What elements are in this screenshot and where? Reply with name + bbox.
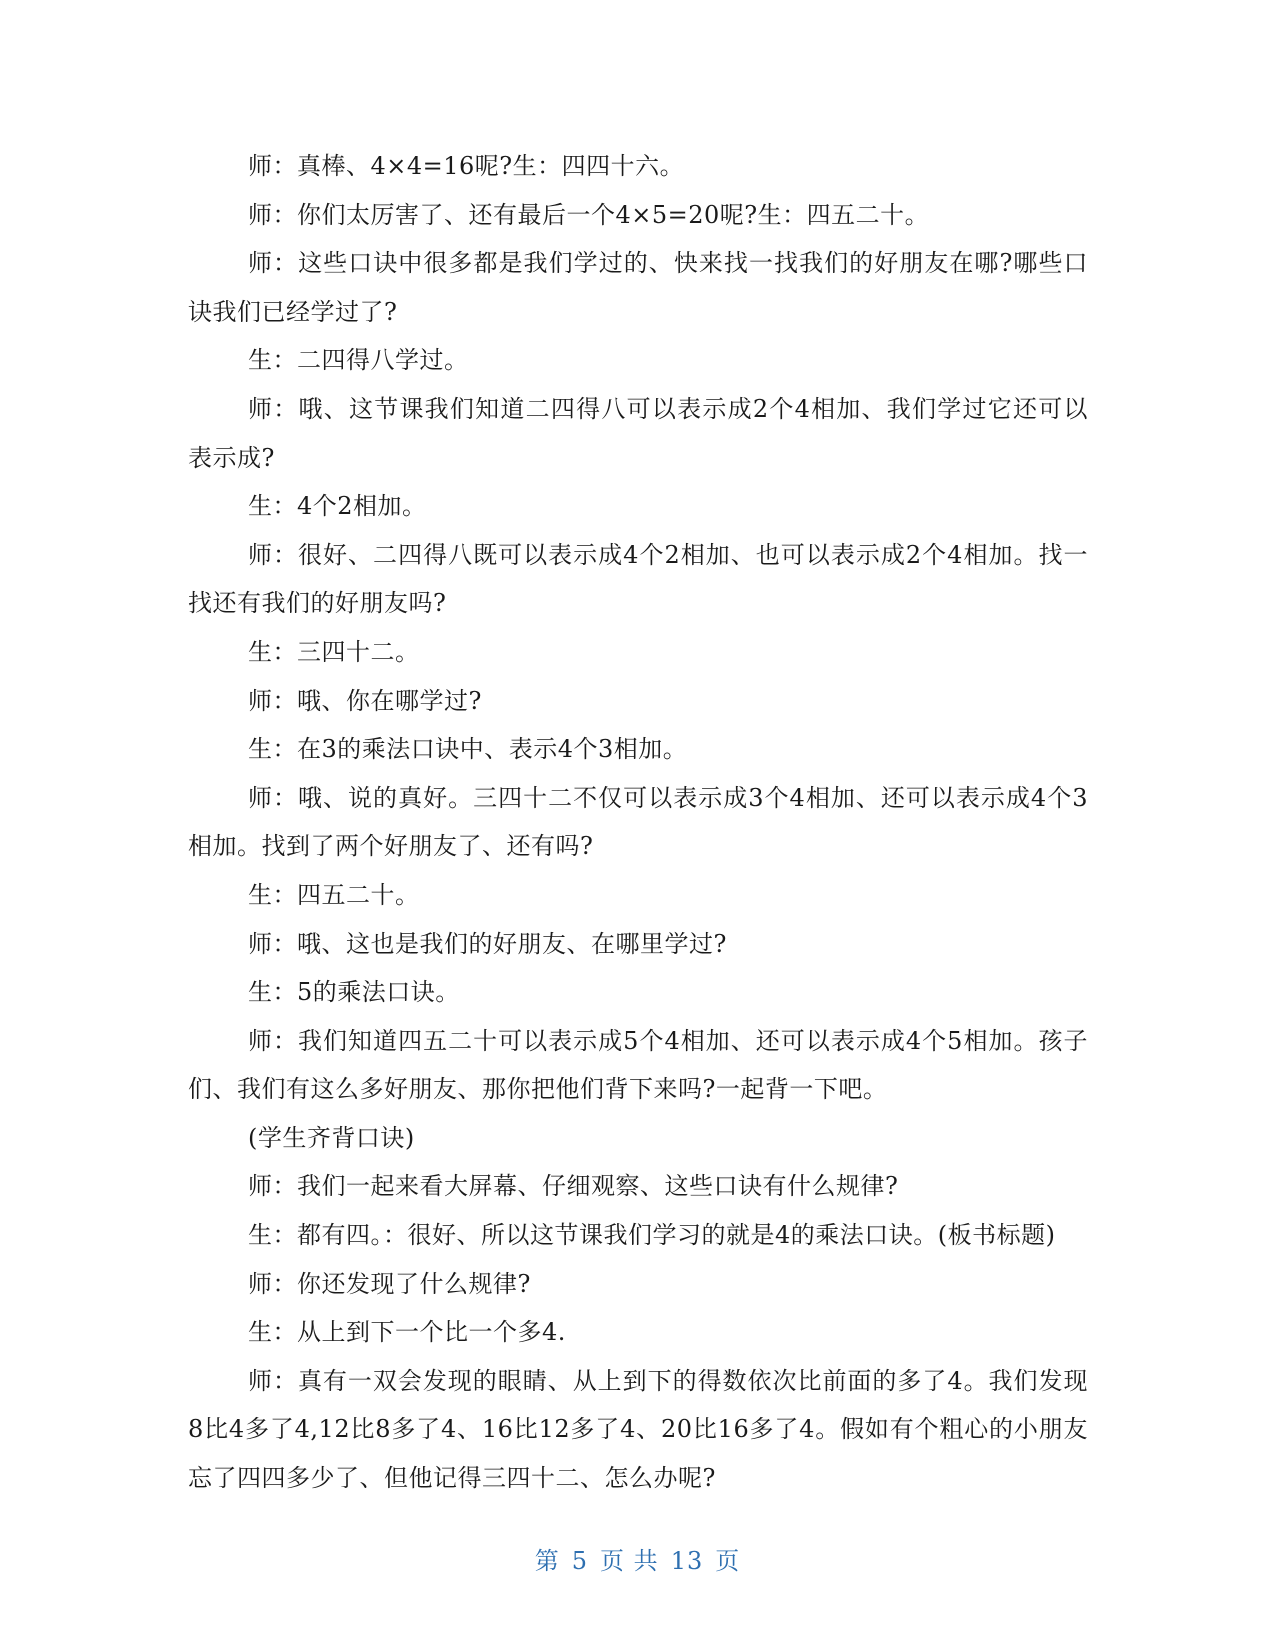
document-body xyxy=(188,142,1088,1503)
footer-page-number: 5 xyxy=(571,1547,589,1575)
paragraph: 师：哦、你在哪学过? xyxy=(248,686,482,715)
paragraph: 生：二四得八学过。 xyxy=(248,346,469,375)
paragraph: 师：这些口诀中很多都是我们学过的、快来找一找我们的好朋友在哪?哪些口诀我们已经学过了? xyxy=(188,249,1088,326)
footer-suffix: 页 xyxy=(715,1547,741,1575)
paragraph: 师：你们太厉害了、还有最后一个4×5=20呢?生：四五二十。 xyxy=(248,200,930,229)
paragraph: 师：我们知道四五二十可以表示成5个4相加、还可以表示成4个5相加。孩子们、我们有这么多好朋友、那你把他们背下来吗?一起背一下吧。 xyxy=(188,1026,1088,1104)
paragraph: 师：哦、这也是我们的好朋友、在哪里学过? xyxy=(248,929,727,958)
paragraph: 师：哦、说的真好。三四十二不仅可以表示成3个4相加、还可以表示成4个3相加。找到了两个好朋友了、还有吗? xyxy=(188,783,1088,861)
footer-prefix: 第 xyxy=(534,1547,560,1575)
paragraph: 师：很好、二四得八既可以表示成4个2相加、也可以表示成2个4相加。找一找还有我们的好朋友吗? xyxy=(188,540,1088,618)
paragraph: 生：4个2相加。 xyxy=(248,492,427,521)
paragraph: 生：在3的乘法口诀中、表示4个3相加。 xyxy=(248,735,688,764)
paragraph: 生：5的乘法口诀。 xyxy=(248,978,460,1007)
paragraph: 生：从上到下一个比一个多4. xyxy=(248,1318,566,1347)
paragraph: 生：三四十二。 xyxy=(248,637,420,666)
paragraph: 生：四五二十。 xyxy=(248,880,420,909)
paragraph: 师：真棒、4×4=16呢?生：四四十六。 xyxy=(248,152,685,180)
page-footer xyxy=(0,1541,1275,1576)
paragraph: 生：都有四。：很好、所以这节课我们学习的就是4的乘法口诀。(板书标题) xyxy=(248,1221,1056,1250)
footer-middle: 页 共 xyxy=(600,1547,659,1575)
paragraph: 师：真有一双会发现的眼睛、从上到下的得数依次比前面的多了4。我们发现8比4多了4,12比8多了4、16比12多了4、20比16多了4。假如有个粗心的小朋友忘了四四多少了、但他记得三四十二、怎么办呢? xyxy=(188,1366,1088,1493)
paragraph: 师：我们一起来看大屏幕、仔细观察、这些口诀有什么规律? xyxy=(248,1172,899,1201)
paragraph: 师：哦、这节课我们知道二四得八可以表示成2个4相加、我们学过它还可以表示成? xyxy=(188,394,1088,472)
footer-total-pages: 13 xyxy=(670,1547,704,1575)
paragraph: 师：你还发现了什么规律? xyxy=(248,1269,531,1298)
paragraph: (学生齐背口诀) xyxy=(248,1123,415,1152)
